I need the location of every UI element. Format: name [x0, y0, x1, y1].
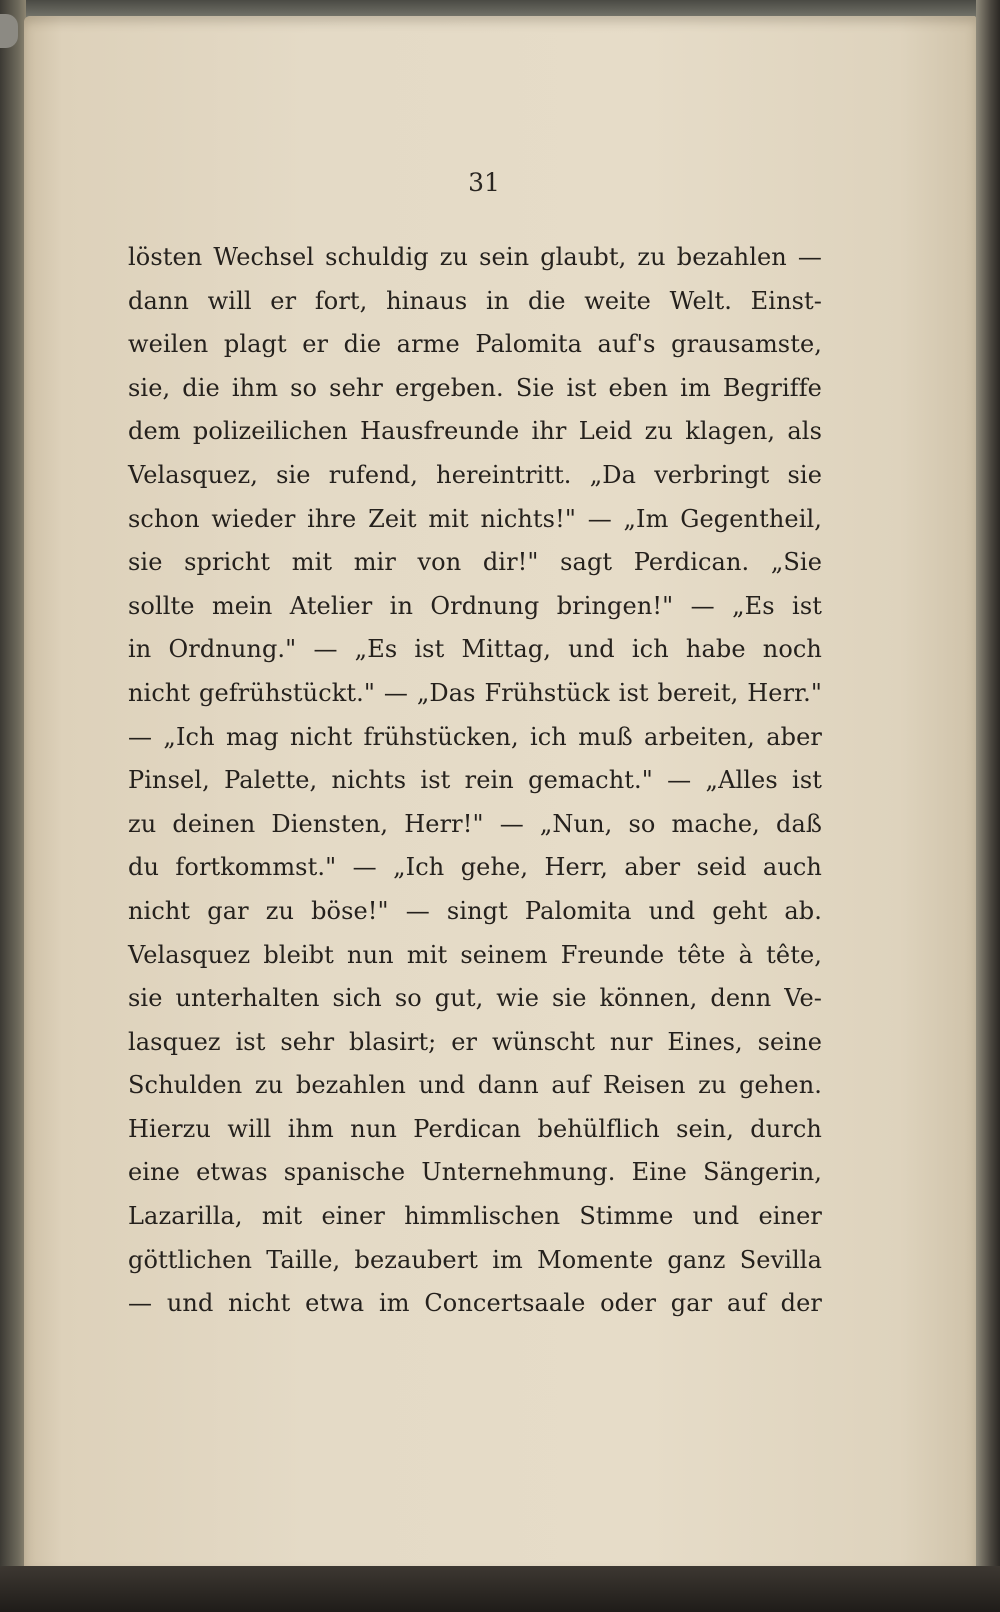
text-line: göttlichen Taille, bezaubert im Momente ganz Sevilla	[128, 1245, 822, 1274]
text-line: Lazarilla, mit einer himmlischen Stimme und einer	[128, 1202, 822, 1231]
text-line: sollte mein Atelier in Ordnung bringen!" — „Es ist	[128, 591, 822, 620]
text-line: sie unterhalten sich so gut, wie sie können, denn Ve-	[128, 984, 822, 1013]
book-cover-left-edge	[0, 0, 26, 1612]
text-line: Velasquez, sie rufend, hereintritt. „Da verbringt sie	[128, 460, 822, 489]
book-page	[24, 16, 976, 1566]
text-line: eine etwas spanische Unternehmung. Eine Sängerin,	[128, 1158, 822, 1187]
body-text	[128, 236, 822, 1326]
page-number: 31	[468, 168, 500, 197]
text-line: dem polizeilichen Hausfreunde ihr Leid zu klagen, als	[128, 417, 822, 446]
book-clasp-tab	[0, 14, 18, 48]
text-line: zu deinen Diensten, Herr!" — „Nun, so mache, daß	[128, 809, 822, 838]
text-line: sie, die ihm so sehr ergeben. Sie ist eben im Begriffe	[128, 373, 822, 402]
text-line: sie spricht mit mir von dir!" sagt Perdican. „Sie	[128, 548, 822, 577]
text-line: — und nicht etwa im Concertsaale oder gar auf der	[128, 1289, 822, 1318]
text-line: nicht gefrühstückt." — „Das Frühstück ist bereit, Herr."	[128, 678, 822, 707]
text-line: Velasquez bleibt nun mit seinem Freunde tête à tête,	[128, 940, 822, 969]
text-line: — „Ich mag nicht frühstücken, ich muß arbeiten, aber	[128, 722, 822, 751]
text-line: lösten Wechsel schuldig zu sein glaubt, zu bezahlen —	[128, 243, 822, 271]
text-line: Hierzu will ihm nun Perdican behülflich sein, durch	[128, 1114, 822, 1143]
text-line: lasquez ist sehr blasirt; er wünscht nur Eines, seine	[128, 1027, 822, 1056]
scanner-bottom-edge	[0, 1566, 1000, 1612]
text-line: du fortkommst." — „Ich gehe, Herr, aber seid auch	[128, 853, 822, 882]
book-cover-right-edge	[976, 0, 1000, 1612]
text-line: schon wieder ihre Zeit mit nichts!" — „Im Gegentheil,	[128, 504, 822, 533]
text-line: nicht gar zu böse!" — singt Palomita und geht ab.	[128, 896, 822, 925]
text-line: in Ordnung." — „Es ist Mittag, und ich habe noch	[128, 635, 822, 664]
text-line: Pinsel, Palette, nichts ist rein gemacht." — „Alles ist	[128, 766, 822, 795]
text-line: weilen plagt er die arme Palomita auf's grausamste,	[128, 330, 822, 359]
text-line: Schulden zu bezahlen und dann auf Reisen zu gehen.	[128, 1071, 822, 1100]
text-line: dann will er fort, hinaus in die weite Welt. Einst-	[128, 286, 822, 315]
